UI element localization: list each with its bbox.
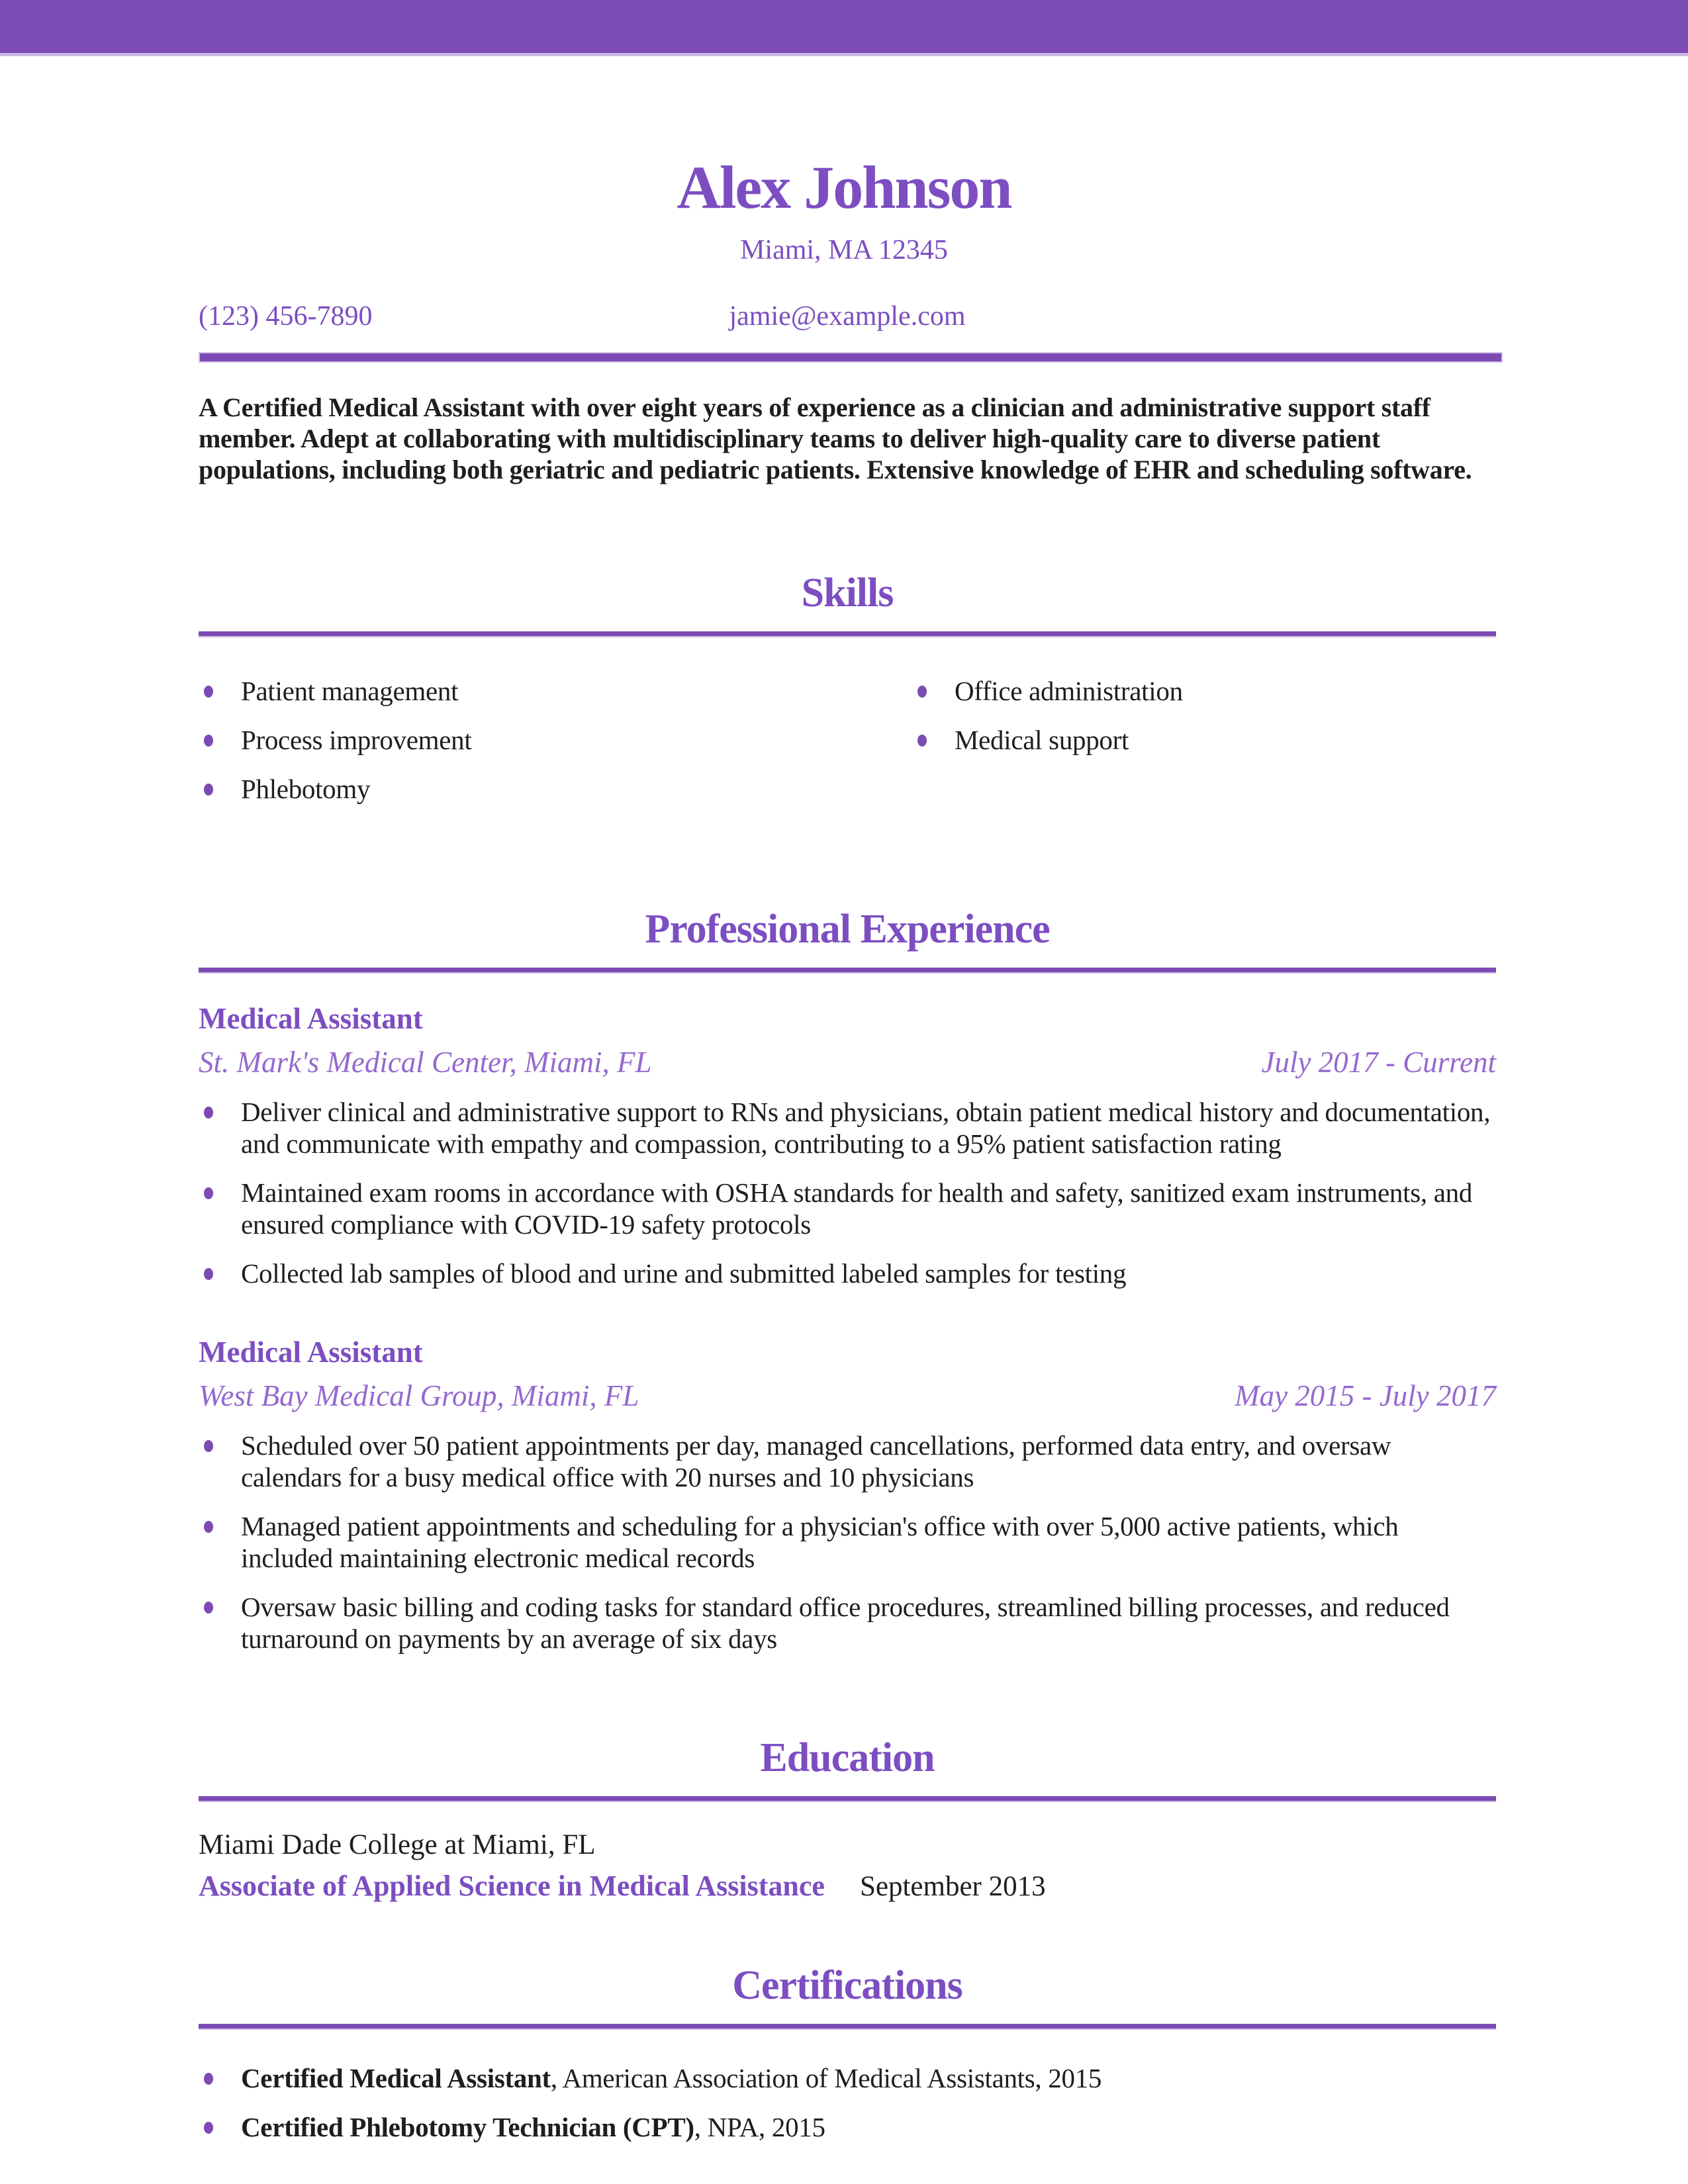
job-dates: July 2017 - Current — [1261, 1046, 1496, 1079]
experience-section-title: Professional Experience — [645, 907, 1050, 952]
contact-row — [199, 300, 1496, 335]
location-text: Miami, MA 12345 — [740, 234, 948, 265]
job-meta-row — [199, 1379, 1496, 1413]
skills-section-title: Skills — [801, 570, 894, 616]
top-accent-band — [0, 0, 1688, 56]
education-section — [199, 1672, 1496, 1903]
job-bullet-list — [199, 1430, 1496, 1655]
job-title: Medical Assistant — [199, 1002, 423, 1036]
education-section-title: Education — [760, 1735, 935, 1780]
header-divider — [199, 352, 1503, 363]
skill-item: Office administration — [912, 676, 1496, 707]
job-dates: May 2015 - July 2017 — [1235, 1379, 1496, 1412]
certifications-divider — [199, 2024, 1496, 2030]
certification-item — [199, 2063, 1496, 2095]
job-bullet: Deliver clinical and administrative support to RNs and physicians, obtain patient medical history and documentation, and communicate with empathy and compassion, contributing to a 95% patient satisfaction rating — [199, 1097, 1496, 1160]
phone-number: (123) 456-7890 — [199, 300, 373, 332]
certification-detail: , American Association of Medical Assistants, 2015 — [550, 2062, 1102, 2093]
skills-columns — [199, 676, 1496, 823]
certifications-section-title: Certifications — [732, 1962, 962, 2008]
skill-item: Phlebotomy — [199, 774, 912, 805]
certification-detail: , NPA, 2015 — [694, 2111, 825, 2142]
job-bullet: Oversaw basic billing and coding tasks for standard office procedures, streamlined billing processes, and reduced turnaround on payments by an average of six days — [199, 1592, 1496, 1655]
page-title: Alex Johnson — [677, 154, 1011, 221]
job-entry — [199, 974, 1496, 1290]
education-degree-row — [199, 1869, 1496, 1903]
summary-paragraph: A Certified Medical Assistant with over eight years of experience as a clinician and administrative support staff member. Adept at collaborating with multidisciplinary teams to deliver high-quality care to diverse patient populations, including both geriatric and pediatric patients. Extensive knowledge of EHR and scheduling software. — [199, 392, 1472, 484]
certifications-section — [199, 1903, 1496, 2144]
skill-item: Process improvement — [199, 725, 912, 756]
email-link[interactable]: jamie@example.com — [729, 300, 966, 332]
skill-item: Patient management — [199, 676, 912, 707]
job-bullet: Collected lab samples of blood and urine and submitted labeled samples for testing — [199, 1258, 1496, 1290]
education-date: September 2013 — [859, 1870, 1046, 1902]
certification-list — [199, 2063, 1496, 2144]
education-school: Miami Dade College at Miami, FL — [199, 1829, 596, 1860]
job-bullet: Managed patient appointments and scheduling for a physician's office with over 5,000 active patients, which included maintaining electronic medical records — [199, 1511, 1496, 1574]
job-bullet: Maintained exam rooms in accordance with OSHA standards for health and safety, sanitized exam instruments, and ensured compliance with COVID-19 safety protocols — [199, 1177, 1496, 1241]
certification-name: Certified Medical Assistant — [241, 2062, 551, 2093]
job-bullet: Scheduled over 50 patient appointments per day, managed cancellations, performed data entry, and oversaw calendars for a busy medical office with 20 nurses and 10 physicians — [199, 1430, 1496, 1494]
skills-right-column — [912, 676, 1496, 823]
skill-item: Medical support — [912, 725, 1496, 756]
experience-divider — [199, 968, 1496, 974]
job-entry — [199, 1307, 1496, 1655]
certification-item — [199, 2112, 1496, 2144]
education-divider — [199, 1796, 1496, 1802]
job-meta-row — [199, 1045, 1496, 1079]
job-company: West Bay Medical Group, Miami, FL — [199, 1379, 639, 1412]
experience-section — [199, 823, 1496, 1655]
job-title: Medical Assistant — [199, 1335, 423, 1369]
resume-header — [0, 156, 1688, 485]
education-degree: Associate of Applied Science in Medical Assistance — [199, 1869, 825, 1902]
job-company: St. Mark's Medical Center, Miami, FL — [199, 1046, 652, 1079]
certification-name: Certified Phlebotomy Technician (CPT) — [241, 2111, 694, 2142]
skills-left-column — [199, 676, 912, 823]
skills-section — [199, 485, 1496, 823]
skills-divider — [199, 631, 1496, 637]
job-bullet-list — [199, 1097, 1496, 1290]
